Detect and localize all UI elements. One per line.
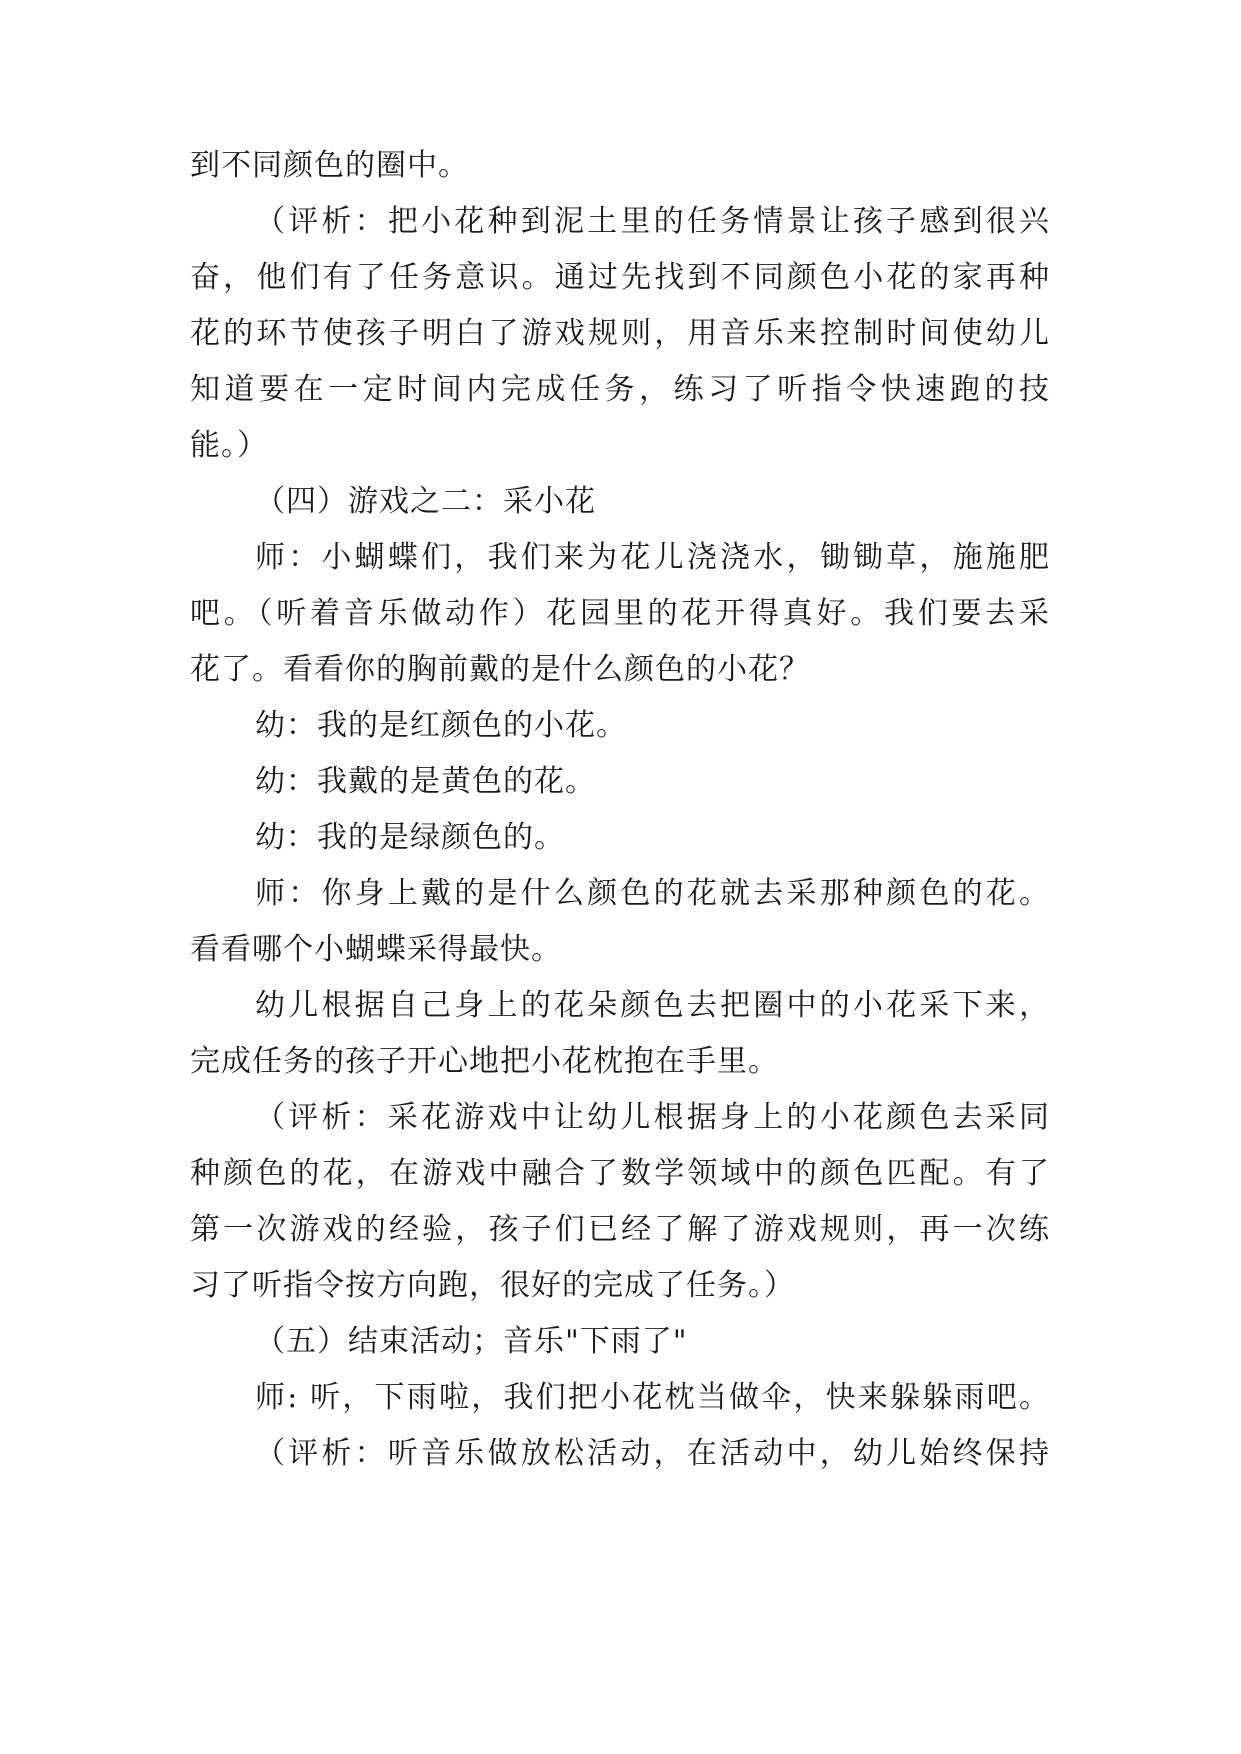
text-line: （评析：把小花种到泥土里的任务情景让孩子感到很兴 bbox=[255, 204, 1050, 239]
text-line: 幼：我的是绿颜色的。 bbox=[255, 820, 565, 855]
text-line: 完成任务的孩子开心地把小花枕抱在手里。 bbox=[190, 1044, 779, 1079]
text-line: 能。） bbox=[190, 428, 268, 463]
text-line: 花的环节使孩子明白了游戏规则，用音乐来控制时间使幼儿 bbox=[190, 316, 1050, 351]
section-heading: （五）结束活动；音乐"下雨了" bbox=[255, 1324, 688, 1359]
text-line: 奋，他们有了任务意识。通过先找到不同颜色小花的家再种 bbox=[190, 260, 1050, 295]
text-line: 种颜色的花，在游戏中融合了数学领域中的颜色匹配。有了 bbox=[190, 1156, 1050, 1191]
text-line: 师：小蝴蝶们，我们来为花儿浇浇水，锄锄草，施施肥 bbox=[255, 540, 1050, 575]
text-line: （评析：采花游戏中让幼儿根据身上的小花颜色去采同 bbox=[255, 1100, 1050, 1135]
text-line: 习了听指令按方向跑，很好的完成了任务。） bbox=[190, 1268, 795, 1303]
text-line: 知道要在一定时间内完成任务，练习了听指令快速跑的技 bbox=[190, 372, 1050, 407]
section-heading: （四）游戏之二：采小花 bbox=[255, 484, 596, 519]
text-line: 幼儿根据自己身上的花朵颜色去把圈中的小花采下来， bbox=[255, 988, 1050, 1023]
text-line: 到不同颜色的圈中。 bbox=[190, 148, 469, 183]
text-line: 师: 听，下雨啦，我们把小花枕当做伞，快来躲躲雨吧。 bbox=[255, 1380, 1050, 1415]
text-line: 花了。看看你的胸前戴的是什么颜色的小花？ bbox=[190, 652, 810, 687]
text-line: 看看哪个小蝴蝶采得最快。 bbox=[190, 932, 562, 967]
text-line: （评析：听音乐做放松活动，在活动中，幼儿始终保持 bbox=[255, 1436, 1050, 1471]
text-line: 幼：我戴的是黄色的花。 bbox=[255, 764, 596, 799]
text-line: 吧。（听着音乐做动作）花园里的花开得真好。我们要去采 bbox=[190, 596, 1050, 631]
text-line: 幼：我的是红颜色的小花。 bbox=[255, 708, 627, 743]
text-line: 师：你身上戴的是什么颜色的花就去采那种颜色的花。 bbox=[255, 876, 1050, 911]
text-line: 第一次游戏的经验，孩子们已经了解了游戏规则，再一次练 bbox=[190, 1212, 1050, 1247]
